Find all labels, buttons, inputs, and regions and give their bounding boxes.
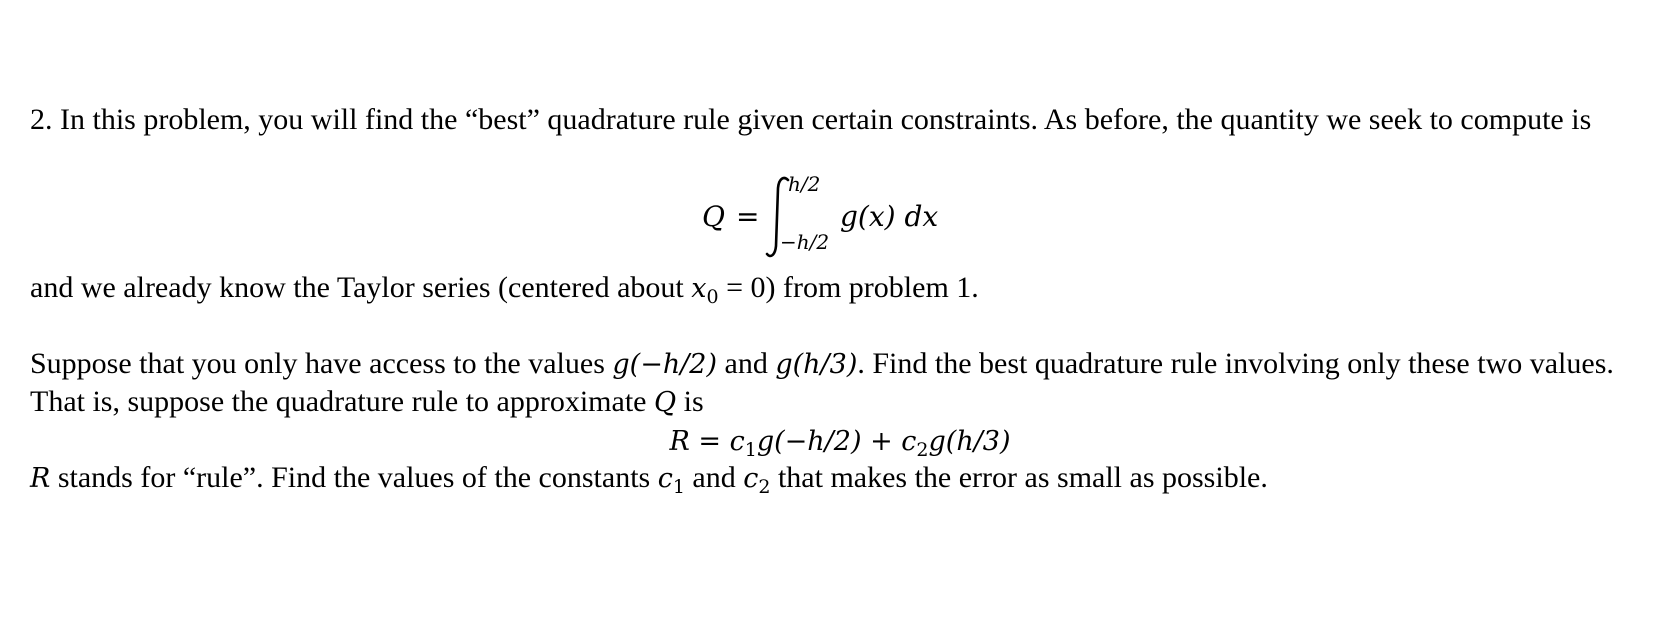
problem-intro-paragraph — [30, 101, 1630, 138]
taylor-paragraph — [30, 269, 1630, 310]
integral-lhs: Q — [702, 200, 725, 233]
suppose-text-1: Suppose that you only have access to the values — [30, 347, 613, 380]
is-word: is — [676, 385, 704, 418]
rule-lhs: R — [669, 426, 690, 457]
final-paragraph — [30, 459, 1630, 500]
rule-term2: g(h/3) — [928, 426, 1011, 457]
value-b: g(h/3) — [775, 349, 858, 380]
rule-equation — [30, 421, 1650, 464]
rule-equals: = — [689, 426, 730, 457]
final-c1-subscript: 1 — [672, 476, 685, 498]
taylor-variable: x — [691, 273, 707, 304]
integral-lower-limit: −h/2 — [780, 230, 830, 254]
rule-term1: g(−h/2) + — [756, 426, 902, 457]
rule-c1: c — [729, 426, 745, 457]
integral-expression — [702, 172, 1002, 268]
final-text-2: that makes the error as small as possible. — [770, 461, 1268, 494]
integral-equals: = — [736, 200, 760, 233]
rule-c2-subscript: 2 — [916, 439, 929, 461]
rule-c2: c — [901, 426, 917, 457]
integral-equation — [30, 172, 1650, 268]
integral-upper-limit: h/2 — [788, 172, 821, 196]
suppose-paragraph — [30, 345, 1650, 421]
final-and: and — [684, 461, 744, 494]
and-word: and — [717, 347, 776, 380]
taylor-text-after: = 0) from problem 1. — [718, 271, 979, 304]
final-c1: c — [657, 463, 673, 494]
final-text-1: stands for “rule”. Find the values of the constants — [50, 461, 658, 494]
value-a: g(−h/2) — [612, 349, 718, 380]
final-R: R — [30, 463, 51, 494]
final-c2: c — [743, 463, 759, 494]
final-c2-subscript: 2 — [758, 476, 771, 498]
rule-c1-subscript: 1 — [744, 439, 757, 461]
Q-variable: Q — [653, 387, 677, 418]
suppose-text-2: . Find the best quadrature rule involving only these two values. That is, suppose the quadrature rule to approximate — [30, 347, 1614, 418]
taylor-variable-subscript: 0 — [706, 286, 719, 308]
problem-number: 2. — [30, 103, 53, 136]
integral-integrand: g(x) dx — [840, 200, 939, 233]
problem-intro-text: In this problem, you will find the “best” quadrature rule given certain constraints. As before, the quantity we seek to compute is — [60, 103, 1592, 136]
taylor-text-before: and we already know the Taylor series (centered about — [30, 271, 692, 304]
